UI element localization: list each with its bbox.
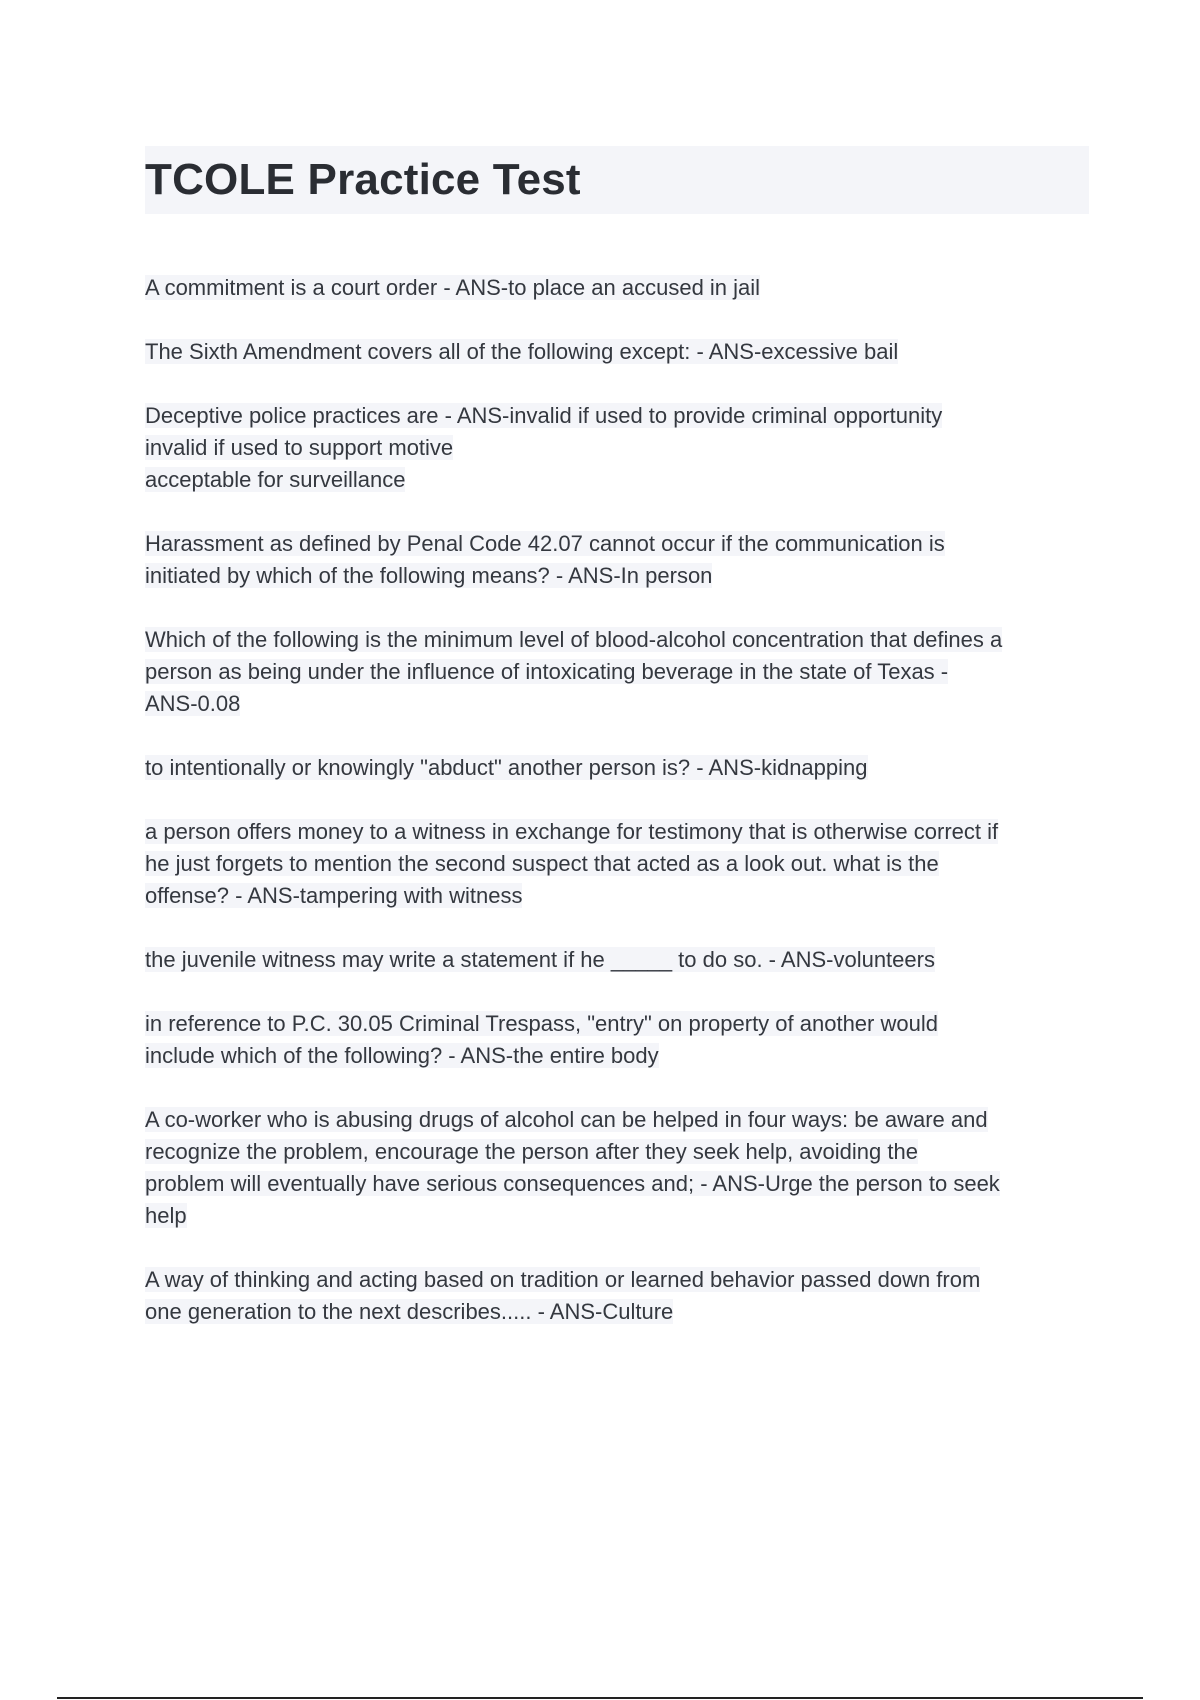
qa-text-line: A commitment is a court order - ANS-to place an accused in jail bbox=[145, 275, 761, 300]
qa-item-11 bbox=[145, 1264, 1090, 1328]
qa-item-8 bbox=[145, 944, 1090, 976]
qa-text-line: one generation to the next describes..... - ANS-Culture bbox=[145, 1299, 674, 1324]
qa-text-line: he just forgets to mention the second suspect that acted as a look out. what is the bbox=[145, 851, 939, 876]
qa-text-line: A way of thinking and acting based on tradition or learned behavior passed down from bbox=[145, 1267, 981, 1292]
qa-text-line: A co-worker who is abusing drugs of alcohol can be helped in four ways: be aware and bbox=[145, 1107, 988, 1132]
qa-item-2 bbox=[145, 336, 1090, 368]
qa-text-line: acceptable for surveillance bbox=[145, 467, 406, 492]
title-bar bbox=[145, 146, 1089, 214]
qa-text-line: problem will eventually have serious consequences and; - ANS-Urge the person to seek bbox=[145, 1171, 1000, 1196]
qa-text-line: invalid if used to support motive bbox=[145, 435, 454, 460]
qa-item-9 bbox=[145, 1008, 1090, 1072]
qa-text-line: Harassment as defined by Penal Code 42.07 cannot occur if the communication is bbox=[145, 531, 945, 556]
qa-text-line: to intentionally or knowingly "abduct" another person is? - ANS-kidnapping bbox=[145, 755, 868, 780]
qa-text-line: offense? - ANS-tampering with witness bbox=[145, 883, 523, 908]
qa-text-line: initiated by which of the following means? - ANS-In person bbox=[145, 563, 713, 588]
qa-item-10 bbox=[145, 1104, 1090, 1232]
qa-item-7 bbox=[145, 816, 1090, 912]
qa-text-line: Which of the following is the minimum level of blood-alcohol concentration that defines a bbox=[145, 627, 1003, 652]
qa-item-1 bbox=[145, 272, 1090, 304]
qa-text-line: ANS-0.08 bbox=[145, 691, 241, 716]
footer-divider bbox=[57, 1697, 1143, 1699]
qa-text-line: in reference to P.C. 30.05 Criminal Trespass, "entry" on property of another would bbox=[145, 1011, 938, 1036]
qa-text-line: the juvenile witness may write a statement if he _____ to do so. - ANS-volunteers bbox=[145, 947, 935, 972]
qa-text-line: recognize the problem, encourage the person after they seek help, avoiding the bbox=[145, 1139, 918, 1164]
qa-list bbox=[145, 272, 1090, 1360]
qa-text-line: person as being under the influence of intoxicating beverage in the state of Texas - bbox=[145, 659, 949, 684]
qa-item-3 bbox=[145, 400, 1090, 496]
qa-text-line: Deceptive police practices are - ANS-invalid if used to provide criminal opportunity bbox=[145, 403, 943, 428]
qa-text-line: include which of the following? - ANS-the entire body bbox=[145, 1043, 659, 1068]
qa-text-line: a person offers money to a witness in exchange for testimony that is otherwise correct if bbox=[145, 819, 999, 844]
page-title: TCOLE Practice Test bbox=[145, 155, 581, 204]
qa-text-line: The Sixth Amendment covers all of the following except: - ANS-excessive bail bbox=[145, 339, 899, 364]
qa-text-line: help bbox=[145, 1203, 187, 1228]
qa-item-4 bbox=[145, 528, 1090, 592]
qa-item-5 bbox=[145, 624, 1090, 720]
qa-item-6 bbox=[145, 752, 1090, 784]
